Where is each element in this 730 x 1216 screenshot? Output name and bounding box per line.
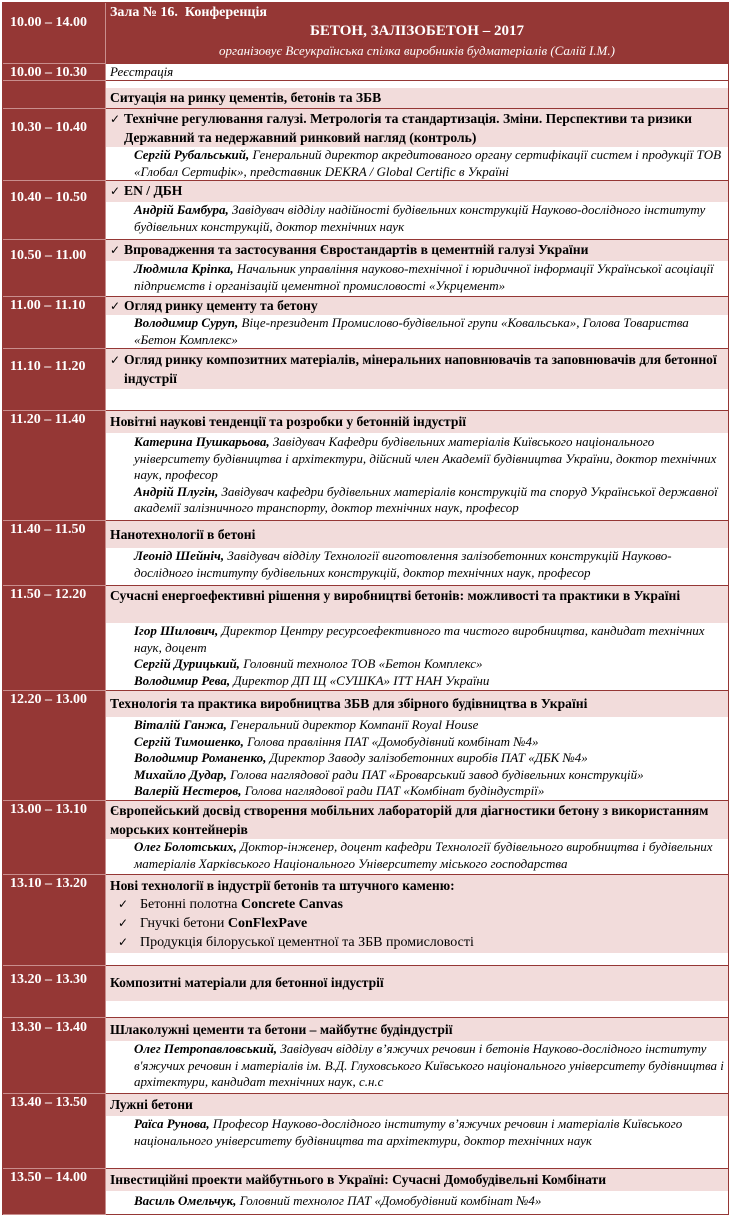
registration-time: 10.00 – 10.30: [3, 64, 106, 81]
speaker: [134, 750, 724, 767]
checkmark-icon: ✓: [118, 916, 129, 930]
session-content: [106, 349, 728, 411]
speaker-name: Андрій Плугін,: [134, 483, 219, 499]
session-time: 10.50 – 11.00: [3, 240, 106, 297]
speaker-role: Головний технолог ТОВ «Бетон Комплекс»: [243, 656, 483, 671]
speaker: [134, 147, 724, 180]
speaker-name: Володимир Романенко,: [134, 750, 267, 765]
session-time: 11.20 – 11.40: [3, 411, 106, 521]
session-row: [3, 411, 728, 521]
item-text: Гнучкі бетони: [140, 916, 225, 931]
checkmark-icon: ✓: [110, 243, 121, 257]
topic-title: Нанотехнології в бетоні: [110, 527, 256, 542]
speaker-name: Михайло Дудар,: [134, 766, 227, 782]
speaker: [134, 673, 724, 690]
blank-spacer: [106, 953, 728, 965]
session-row: [3, 1169, 728, 1215]
speaker-list: [106, 202, 728, 239]
speaker: [134, 717, 724, 734]
header-row: [3, 3, 728, 64]
topic-title: Огляд ринку цементу та бетону: [124, 298, 318, 313]
session-time: 13.00 – 13.10: [3, 801, 106, 875]
checkmark-icon: ✓: [118, 935, 129, 949]
speaker-role: Професор Науково-дослідного інституту в’яжучих речовин і матеріалів Київського національного університету будівництва та архітектури, доктор технічних наук: [134, 1116, 683, 1148]
session-time: 13.30 – 13.40: [3, 1018, 106, 1094]
list-item: [110, 933, 724, 952]
speaker-list: [106, 717, 728, 800]
session-topic: [106, 1018, 728, 1041]
speaker: [134, 1041, 724, 1091]
speaker: [134, 839, 724, 872]
speaker-role: Головний технолог ПАТ «Домобудівний комбінат №4»: [239, 1193, 542, 1208]
speaker: [134, 656, 724, 673]
speaker-name: Володимир Суруп,: [134, 315, 239, 330]
session-topic: [106, 297, 728, 315]
session-topic: [106, 691, 728, 717]
session-row: [3, 1018, 728, 1094]
speaker-list: [106, 147, 728, 180]
speaker-role: Директор Заводу залізобетонних виробів ПАТ «ДБК №4»: [269, 750, 588, 765]
session-topic: [106, 240, 728, 261]
speaker: [134, 734, 724, 751]
session-content: [106, 240, 728, 297]
topic-title: Сучасні енергоефективні рішення у виробництві бетонів: можливості та практики в Україні: [110, 588, 681, 603]
session-topic: [106, 875, 728, 953]
list-item: [110, 895, 724, 914]
section-row: [3, 81, 728, 109]
session-content: [106, 1018, 728, 1094]
session-row: [3, 109, 728, 181]
speaker-list: [106, 261, 728, 296]
speaker: [134, 1116, 724, 1149]
checkmark-icon: ✓: [110, 353, 121, 367]
session-time: 11.00 – 11.10: [3, 297, 106, 349]
item-product: Concrete Canvas: [241, 897, 344, 912]
session-topic: [106, 1094, 728, 1116]
speaker: [134, 315, 724, 348]
session-row: [3, 297, 728, 349]
session-content: [106, 297, 728, 349]
speaker-role: Віце-президент Промислово-будівельної групи «Ковальська», Голова Товариства «Бетон Комплекс»: [134, 315, 689, 347]
session-content: [106, 1169, 728, 1215]
speaker-role: Завідувач відділу в’яжучих речовин і бетонів Науково-дослідного інституту в'яжучих речовин і матеріалів ім. В.Д. Глуховського Київського національного університету будівництва і архітектури, кандидат технічних наук, с.н.с: [134, 1041, 724, 1089]
section-content: [106, 81, 728, 109]
session-time: 11.50 – 12.20: [3, 586, 106, 691]
speaker: [134, 783, 724, 800]
blank-spacer: [106, 1001, 728, 1017]
session-row: [3, 1094, 728, 1169]
speaker-name: Андрій Бамбура,: [134, 202, 229, 217]
registration-content: [106, 64, 728, 81]
topic-title: Європейський досвід створення мобільних лабораторій для діагностики бетону з використанням морських контейнерів: [110, 803, 709, 837]
speaker-name: Людмила Кріпка,: [134, 261, 234, 276]
session-content: [106, 109, 728, 181]
topic-title: Нові технології в індустрії бетонів та штучного каменю:: [110, 878, 455, 893]
topic-title: Лужні бетони: [110, 1097, 193, 1112]
session-time: 13.40 – 13.50: [3, 1094, 106, 1169]
list-item: [110, 914, 724, 933]
session-time: 10.30 – 10.40: [3, 109, 106, 181]
registration-label: Реєстрація: [110, 64, 174, 79]
session-time: 11.10 – 11.20: [3, 349, 106, 411]
speaker: [134, 484, 724, 517]
topic-title: Технологія та практика виробництва ЗБВ для збірного будівництва в Україні: [110, 696, 588, 711]
session-row: [3, 801, 728, 875]
session-topic: [106, 109, 728, 147]
speaker-role: Директор Центру ресурсоефективного та чистого виробництва, кандидат технічних наук, доцент: [134, 623, 705, 655]
speaker-list: [106, 839, 728, 874]
topic-title: Впровадження та застосування Євростандартів в цементній галузі України: [124, 242, 589, 257]
speaker-name: Леонід Шейніч,: [134, 548, 225, 563]
session-content: [106, 586, 728, 691]
session-content: [106, 875, 728, 966]
speaker: [134, 767, 724, 784]
checkmark-icon: ✓: [110, 299, 121, 313]
speaker-role: Завідувач відділу надійності будівельних конструкцій Науково-дослідного інституту будівельних конструкцій, доктор технічних наук: [134, 202, 706, 234]
speaker-name: Олег Болотських,: [134, 839, 237, 854]
session-topic: [106, 521, 728, 548]
session-content: [106, 801, 728, 875]
topic-title: Композитні матеріали для бетонної індустрії: [110, 975, 384, 990]
speaker: [134, 1193, 724, 1210]
session-topic: [106, 411, 728, 433]
session-content: [106, 1094, 728, 1169]
session-row: [3, 521, 728, 586]
speaker-role: Завідувач кафедри будівельних матеріалів конструкцій та споруд Української державної академії залізничного транспорту, доктор технічних наук, професор: [134, 483, 718, 515]
speaker: [134, 261, 724, 294]
speaker-role: Завідувач відділу Технології виготовлення залізобетонних конструкцій Науково-дослідного інституту будівельних конструкцій, доктор технічних наук, професор: [134, 548, 672, 580]
speaker-name: Валерій Нестеров,: [134, 783, 242, 798]
session-topic: [106, 966, 728, 1001]
registration-row: [3, 64, 728, 81]
session-content: [106, 966, 728, 1018]
speaker-name: Катерина Пушкарьова,: [134, 434, 270, 449]
time-cell-empty: [3, 81, 106, 109]
session-row: [3, 349, 728, 411]
speaker-list: [106, 1116, 728, 1168]
topic-title: Інвестиційні проекти майбутнього в Україні: Сучасні Домобудівельні Комбінати: [110, 1172, 607, 1187]
speaker-name: Раїса Рунова,: [134, 1116, 210, 1131]
topic-title: Шлаколужні цементи та бетони – майбутнє будіндустрії: [110, 1022, 453, 1037]
speaker-name: Олег Петропавловський,: [134, 1041, 278, 1056]
speaker-list: [106, 623, 728, 690]
speaker-name: Сергій Дурицький,: [134, 656, 240, 671]
header-content: [106, 3, 728, 64]
item-text: Бетонні полотна: [140, 897, 238, 912]
speaker-list: [106, 433, 728, 520]
speaker-name: Володимир Рева,: [134, 672, 231, 688]
session-row: [3, 691, 728, 801]
speaker-role: Генеральний директор Компанії Royal House: [230, 717, 479, 732]
session-time: 13.50 – 14.00: [3, 1169, 106, 1215]
speaker-role: Голова правління ПАТ «Домобудівний комбінат №4»: [247, 733, 539, 749]
session-time: 12.20 – 13.00: [3, 691, 106, 801]
topic-title: Технічне регулювання галузі. Метрологія та стандартизація. Зміни. Перспективи та ризики Державний та недержавний ринковий нагляд (контроль): [124, 111, 692, 145]
speaker-name: Василь Омельчук,: [134, 1193, 237, 1208]
session-topic: [106, 586, 728, 623]
session-topic: [106, 801, 728, 839]
topic-title: Новітні наукові тенденції та розробки у бетонній індустрії: [110, 414, 467, 429]
section-title: Ситуація на ринку цементів, бетонів та ЗБВ: [106, 88, 728, 108]
speaker-role: Голова наглядової ради ПАТ «Броварський завод будівельних конструкцій»: [230, 766, 644, 782]
blank-spacer: [106, 81, 728, 88]
schedule-table: [2, 2, 729, 1215]
topic-title: Огляд ринку композитних матеріалів, мінеральних наповнювачів та заповнювачів для бетонної індустрії: [124, 352, 717, 386]
speaker-name: Сергій Тимошенко,: [134, 733, 244, 749]
session-row: [3, 181, 728, 240]
checkmark-icon: ✓: [110, 112, 121, 126]
speaker-list: [106, 1041, 728, 1093]
item-product: ConFlexPave: [227, 916, 308, 931]
session-content: [106, 521, 728, 586]
blank-spacer: [106, 389, 728, 410]
speaker-list: [106, 1191, 728, 1214]
session-row: [3, 966, 728, 1018]
speaker-role: Директор ДП Щ «СУШКА» ІТТ НАН України: [233, 672, 490, 688]
speaker-role: Голова наглядової ради ПАТ «Комбінат будіндустрії»: [244, 783, 545, 798]
session-topic: [106, 181, 728, 202]
speaker-role: Доктор-інженер, доцент кафедри Технології будівельного виробництва і будівельних матеріалів Харківського Національного Університету міського господарства: [134, 839, 713, 871]
session-row: [3, 875, 728, 966]
session-topic: [106, 1169, 728, 1191]
session-row: [3, 240, 728, 297]
session-time: 13.20 – 13.30: [3, 966, 106, 1018]
session-row: [3, 586, 728, 691]
speaker: [134, 623, 724, 656]
session-time: 11.40 – 11.50: [3, 521, 106, 586]
checkmark-icon: ✓: [110, 184, 121, 198]
topic-title: EN / ДБН: [124, 183, 183, 198]
checkmark-icon: ✓: [118, 897, 129, 911]
header-time: 10.00 – 14.00: [3, 3, 106, 64]
conference-title: БЕТОН, ЗАЛІЗОБЕТОН – 2017: [310, 23, 524, 39]
speaker-role: Начальник управління науково-технічної і юридичної інформації Української асоціації підприємств і організацій цементної промисловості «Укрцемент»: [134, 261, 714, 293]
session-content: [106, 181, 728, 240]
speaker-name: Сергій Рубальський,: [134, 147, 250, 162]
speaker-list: [106, 548, 728, 585]
speaker: [134, 434, 724, 484]
session-time: 13.10 – 13.20: [3, 875, 106, 966]
speaker: [134, 202, 724, 235]
hall-label: Зала № 16. Конференція: [110, 5, 267, 20]
speaker-role: Генеральний директор акредитованого органу сертифікації систем і продукції ТОВ «Глобал Сертифік», представник DEKRA / Global Certific в Україні: [134, 147, 722, 179]
session-time: 10.40 – 10.50: [3, 181, 106, 240]
speaker: [134, 548, 724, 581]
session-content: [106, 411, 728, 521]
speaker-name: Ігор Шилович,: [134, 623, 219, 638]
item-text: Продукція білоруської цементної та ЗБВ промисловості: [140, 935, 474, 950]
speaker-role: Завідувач Кафедри будівельних матеріалів Київського національного університету будівництва і архітектури, дійсний член Академії будівництва України, доктор технічних наук, професор: [134, 434, 717, 482]
session-topic: [106, 349, 728, 389]
speaker-list: [106, 315, 728, 348]
organizer-note: організовує Всеукраїнська спілка виробників будматеріалів (Салій І.М.): [219, 43, 615, 58]
speaker-name: Віталій Ганжа,: [134, 717, 227, 732]
session-content: [106, 691, 728, 801]
